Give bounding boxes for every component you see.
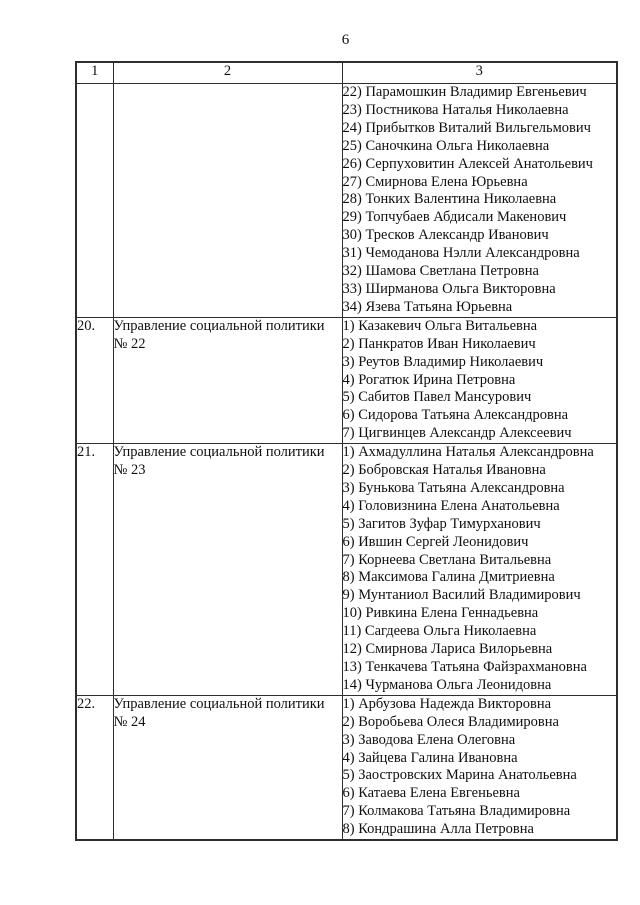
name-line: 27) Смирнова Елена Юрьевна	[342, 173, 528, 190]
name-line: 5) Загитов Зуфар Тимурханович	[342, 515, 541, 532]
names-cell	[342, 84, 617, 318]
department-line: № 22	[113, 335, 146, 352]
name-line: 2) Бобровская Наталья Ивановна	[342, 462, 546, 479]
name-line: 2) Воробьева Олеся Владимировна	[342, 713, 559, 730]
name-line: 33) Ширманова Ольга Викторовна	[342, 280, 556, 297]
name-line: 6) Ившин Сергей Леонидович	[342, 533, 529, 550]
name-line: 8) Кондрашина Алла Петровна	[342, 821, 534, 838]
name-line: 10) Ривкина Елена Геннадьевна	[342, 605, 539, 622]
name-line: 34) Язева Татьяна Юрьевна	[342, 298, 513, 315]
column-header-1: 1	[76, 62, 113, 84]
table-row	[76, 444, 617, 696]
roster-table-body	[76, 62, 617, 840]
department-cell	[113, 444, 342, 696]
name-line: 7) Цигвинцев Александр Алексеевич	[342, 425, 572, 442]
names-cell	[342, 695, 617, 840]
name-line: 3) Бунькова Татьяна Александровна	[342, 479, 565, 496]
table-header-row	[76, 62, 617, 84]
department-cell	[113, 84, 342, 318]
name-line: 32) Шамова Светлана Петровна	[342, 263, 539, 280]
names-cell	[342, 317, 617, 443]
name-line: 2) Панкратов Иван Николаевич	[342, 335, 536, 352]
name-line: 3) Реутов Владимир Николаевич	[342, 353, 544, 370]
department-line: Управление социальной политики	[113, 317, 325, 334]
name-line: 1) Арбузова Надежда Викторовна	[342, 695, 552, 712]
department-cell	[113, 317, 342, 443]
department-line: № 24	[113, 713, 146, 730]
table-row	[76, 84, 617, 318]
department-cell	[113, 695, 342, 840]
column-header-3: 3	[342, 62, 617, 84]
name-line: 7) Колмакова Татьяна Владимировна	[342, 803, 571, 820]
department-line: Управление социальной политики	[113, 695, 325, 712]
name-line: 5) Сабитов Павел Мансурович	[342, 389, 532, 406]
name-line: 4) Рогатюк Ирина Петровна	[342, 371, 516, 388]
name-line: 11) Сагдеева Ольга Николаевна	[342, 623, 537, 640]
table-row	[76, 317, 617, 443]
column-header-2: 2	[113, 62, 342, 84]
name-line: 25) Саночкина Ольга Николаевна	[342, 137, 550, 154]
name-line: 9) Мунтаниол Василий Владимирович	[342, 587, 581, 604]
table-row	[76, 695, 617, 840]
name-line: 13) Тенкачева Татьяна Файзрахмановна	[342, 659, 587, 675]
name-line: 1) Ахмадуллина Наталья Александровна	[342, 444, 594, 461]
name-line: 29) Топчубаев Абдисали Макенович	[342, 209, 567, 226]
row-number-cell	[76, 84, 113, 318]
name-line: 4) Головизнина Елена Анатольевна	[342, 497, 560, 514]
name-line: 4) Зайцева Галина Ивановна	[342, 749, 518, 766]
row-number-cell: 21.	[76, 444, 113, 696]
department-line: № 23	[113, 462, 146, 479]
name-line: 24) Прибытков Виталий Вильгельмович	[342, 119, 591, 136]
name-line: 12) Смирнова Лариса Вилорьевна	[342, 641, 553, 658]
roster-table	[75, 61, 618, 841]
name-line: 23) Постникова Наталья Николаевна	[342, 101, 569, 118]
name-line: 30) Тресков Александр Иванович	[342, 227, 549, 244]
name-line: 26) Серпуховитин Алексей Анатольевич	[342, 155, 593, 172]
name-line: 5) Заостровских Марина Анатольевна	[342, 767, 577, 784]
name-line: 3) Заводова Елена Олеговна	[342, 731, 516, 748]
name-line: 8) Максимова Галина Дмитриевна	[342, 569, 555, 586]
name-line: 31) Чемоданова Нэлли Александровна	[342, 245, 580, 262]
row-number-cell: 22.	[76, 695, 113, 840]
name-line: 7) Корнеева Светлана Витальевна	[342, 551, 552, 568]
name-line: 22) Парамошкин Владимир Евгеньевич	[342, 84, 587, 100]
department-line: Управление социальной политики	[113, 444, 325, 461]
name-line: 6) Сидорова Татьяна Александровна	[342, 407, 569, 424]
name-line: 14) Чурманова Ольга Леонидовна	[342, 676, 552, 693]
page-number: 6	[341, 32, 350, 48]
name-line: 6) Катаева Елена Евгеньевна	[342, 785, 520, 802]
name-line: 1) Казакевич Ольга Витальевна	[342, 317, 538, 334]
row-number-cell: 20.	[76, 317, 113, 443]
names-cell	[342, 444, 617, 696]
name-line: 28) Тонких Валентина Николаевна	[342, 191, 557, 208]
